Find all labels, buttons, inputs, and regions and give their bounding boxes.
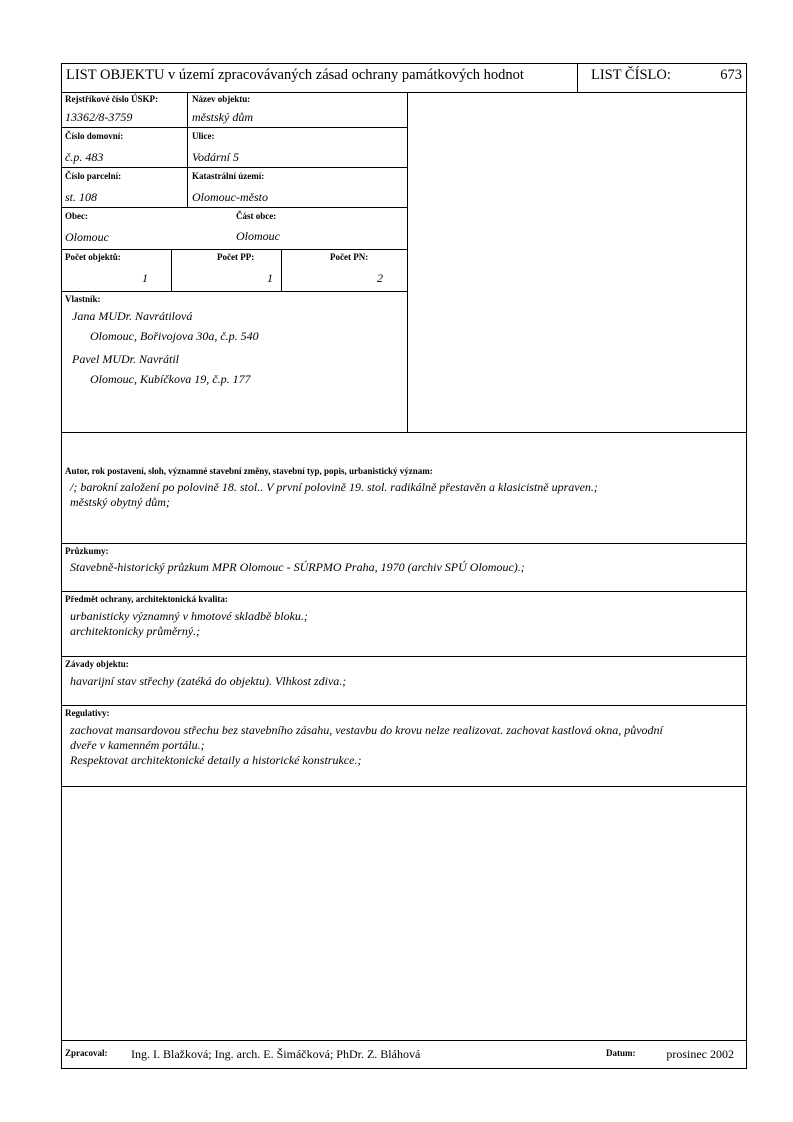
regulativy-line: Respektovat architektonické detaily a historické konstrukce.;	[70, 753, 362, 767]
section-line	[61, 705, 747, 706]
pocet-objektu-label: Počet objektů:	[65, 252, 121, 262]
katastralni-value: Olomouc-město	[192, 190, 268, 204]
pocet-pp-label: Počet PP:	[217, 252, 255, 262]
info-column-border	[407, 92, 408, 432]
autor-text	[70, 480, 740, 510]
cast-obce-value: Olomouc	[236, 229, 280, 243]
zpracoval-value: Ing. I. Blažková; Ing. arch. E. Šimáčková; PhDr. Z. Bláhová	[131, 1047, 421, 1061]
vlastnik-label: Vlastník:	[65, 294, 101, 304]
cislo-parcelni-value: st. 108	[65, 190, 98, 204]
regulativy-line: zachovat mansardovou střechu bez stavebního zásahu, vestavbu do krovu nelze realizovat. zachovat kastlová okna, původní	[70, 723, 663, 737]
predmet-label: Předmět ochrany, architektonická kvalita:	[65, 594, 228, 604]
pocet-objektu-value: 1	[142, 271, 148, 285]
datum-value: prosinec 2002	[666, 1047, 734, 1061]
zavady-label: Závady objektu:	[65, 659, 129, 669]
row-divider-vertical	[171, 249, 172, 291]
rejstrik-value: 13362/8-3759	[65, 110, 133, 124]
row-line	[61, 207, 407, 208]
row-line	[61, 127, 407, 128]
owner-address: Olomouc, Kubíčkova 19, č.p. 177	[90, 372, 251, 386]
ulice-label: Ulice:	[192, 131, 215, 141]
cast-obce-label: Část obce:	[236, 211, 277, 221]
header-bottom-line	[61, 92, 747, 93]
predmet-line: urbanisticky významný v hmotové skladbě bloku.;	[70, 609, 308, 623]
regulativy-label: Regulativy:	[65, 708, 110, 718]
pocet-pn-value: 2	[377, 271, 383, 285]
row-divider-vertical	[281, 249, 282, 291]
regulativy-line: dveře v kamenném portálu.;	[70, 738, 205, 752]
section-line	[61, 786, 747, 787]
nazev-label: Název objektu:	[192, 94, 251, 104]
zpracoval-label: Zpracoval:	[65, 1048, 108, 1058]
cislo-domovni-value: č.p. 483	[65, 150, 104, 164]
obec-value: Olomouc	[65, 230, 109, 244]
predmet-line: architektonicky průměrný.;	[70, 624, 201, 638]
autor-line: /; barokní založení po polovině 18. stol.. V první polovině 19. stol. radikálně přestavěn a klasicistně upraven.;	[70, 480, 598, 494]
section-line	[61, 656, 747, 657]
rejstrik-label: Rejstříkové číslo ÚSKP:	[65, 94, 158, 104]
list-number-label: LIST ČÍSLO:	[591, 67, 671, 83]
section-line	[61, 432, 747, 433]
zavady-line: havarijní stav střechy (zatéká do objektu). Vlhkost zdiva.;	[70, 674, 347, 688]
predmet-text	[70, 609, 740, 639]
row-line	[61, 167, 407, 168]
cislo-parcelni-label: Číslo parcelní:	[65, 171, 122, 181]
autor-line: městský obytný dům;	[70, 495, 170, 509]
pocet-pn-label: Počet PN:	[330, 252, 369, 262]
owner-name: Jana MUDr. Navrátilová	[72, 309, 193, 323]
cislo-domovni-label: Číslo domovní:	[65, 131, 124, 141]
section-line	[61, 543, 747, 544]
regulativy-text	[70, 723, 745, 768]
row-line	[61, 291, 407, 292]
obec-label: Obec:	[65, 211, 88, 221]
ulice-value: Vodární 5	[192, 150, 240, 164]
pruzkumy-text	[70, 560, 740, 575]
row-divider-vertical	[187, 92, 188, 207]
owner-name: Pavel MUDr. Navrátil	[72, 352, 179, 366]
datum-label: Datum:	[606, 1048, 636, 1058]
list-number: 673	[720, 67, 742, 83]
zavady-text	[70, 674, 740, 689]
form-title: LIST OBJEKTU v území zpracovávaných zásad ochrany památkových hodnot	[66, 67, 524, 83]
pocet-pp-value: 1	[267, 271, 273, 285]
row-line	[61, 249, 407, 250]
katastralni-label: Katastrální území:	[192, 171, 265, 181]
owner-address: Olomouc, Bořivojova 30a, č.p. 540	[90, 329, 259, 343]
header-divider	[577, 63, 578, 92]
nazev-value: městský dům	[192, 110, 253, 124]
section-line	[61, 591, 747, 592]
footer-line	[61, 1040, 747, 1041]
pruzkumy-label: Průzkumy:	[65, 546, 109, 556]
autor-label: Autor, rok postavení, sloh, významné stavební změny, stavební typ, popis, urbanistický význam:	[65, 466, 433, 476]
pruzkumy-line: Stavebně-historický průzkum MPR Olomouc - SÚRPMO Praha, 1970 (archiv SPÚ Olomouc).;	[70, 560, 525, 574]
